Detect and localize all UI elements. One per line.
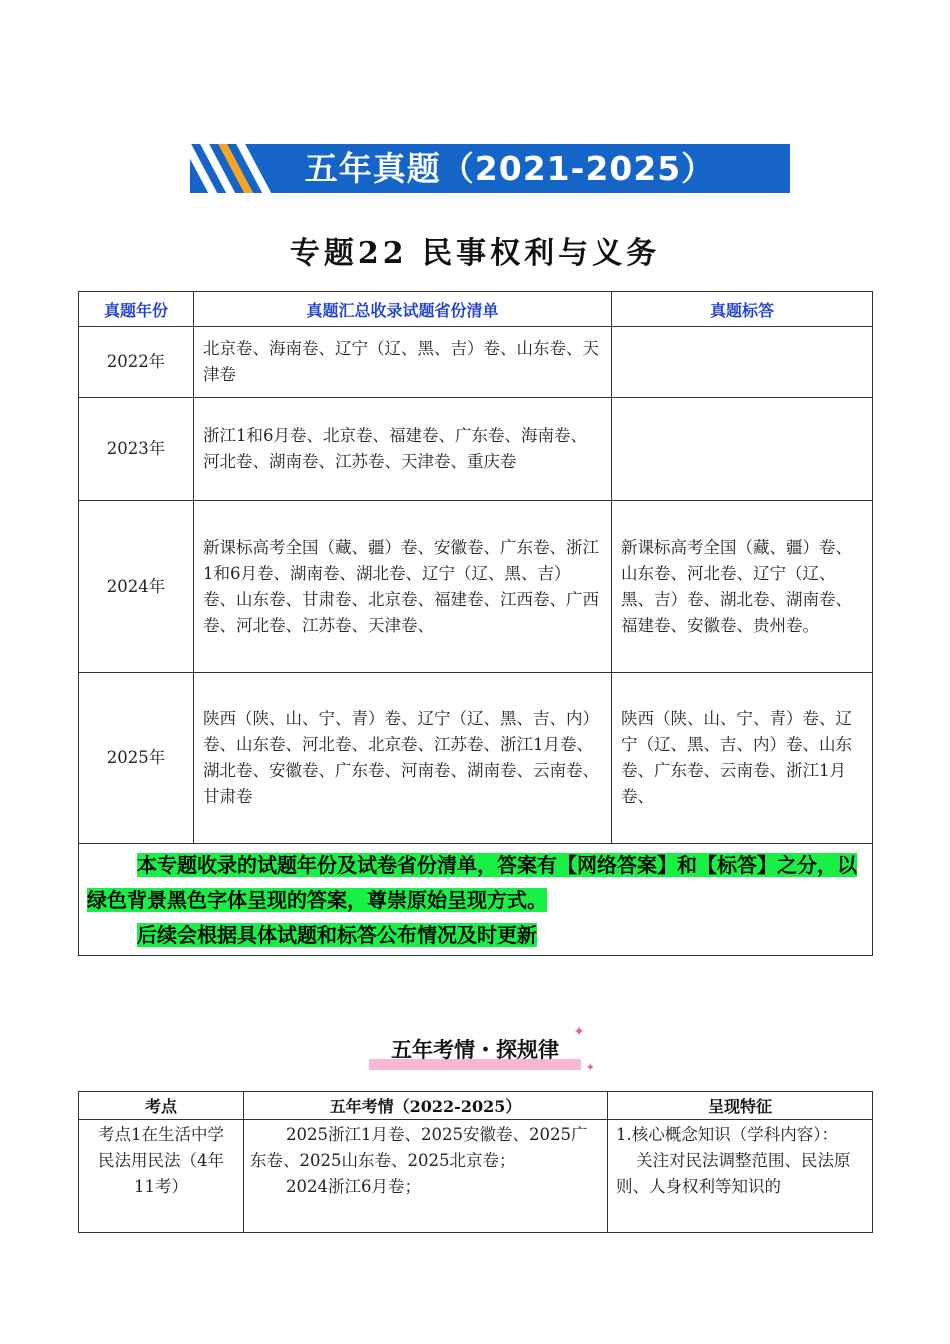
col-header-trend: 五年考情（2022-2025） [244,1092,608,1120]
table-row [79,501,873,673]
note-paragraph-1 [87,848,864,918]
note-text-1: 本专题收录的试题年份及试卷省份清单，答案有【网络答案】和【标答】之分，以绿色背景黑色字体呈现的答案，尊崇原始呈现方式。 [87,853,857,912]
cases-cell [244,1120,608,1233]
section-header [0,1024,950,1074]
col-header-point: 考点 [79,1092,244,1120]
note-row [79,844,873,956]
year-cell: 2022年 [79,327,194,398]
note-text-2: 后续会根据具体试题和标答公布情况及时更新 [137,923,537,947]
list-cell: 陕西（陕、山、宁、青）卷、辽宁（辽、黑、吉、内）卷、山东卷、河北卷、北京卷、江苏卷、浙江1月卷、湖北卷、安徽卷、广东卷、河南卷、湖南卷、云南卷、甘肃卷 [194,673,612,844]
table-header-row [79,292,873,327]
cases-text: 2024浙江6月卷； [286,1177,421,1196]
year-cell: 2025年 [79,673,194,844]
col-header-list: 真题汇总收录试题省份清单 [194,292,612,327]
answer-cell [612,398,873,501]
table-row [79,327,873,398]
list-cell: 浙江1和6月卷、北京卷、福建卷、广东卷、海南卷、河北卷、湖南卷、江苏卷、天津卷、重庆卷 [194,398,612,501]
section-title-text: 五年考情・探规律 [391,1038,559,1062]
table-row [79,673,873,844]
table-header-row [79,1092,873,1120]
feature-heading: 1.核心概念知识（学科内容）： [616,1125,838,1144]
feature-body [616,1148,866,1200]
feature-text: 关注对民法调整范围、民法原则、人身权利等知识的 [616,1151,851,1196]
exam-list-table [78,291,873,956]
answer-cell: 陕西（陕、山、宁、青）卷、辽宁（辽、黑、吉、内）卷、山东卷、广东卷、云南卷、浙江1月卷、 [612,673,873,844]
note-cell [79,844,873,956]
section-title [369,1024,595,1074]
cases-text: 2025浙江1月卷、2025安徽卷、2025广东卷、2025山东卷、2025北京卷； [250,1125,588,1170]
banner-title: 五年真题（2021-2025） [304,149,716,188]
table-row [79,1120,873,1233]
answer-cell: 新课标高考全国（藏、疆）卷、山东卷、河北卷、辽宁（辽、黑、吉）卷、湖北卷、湖南卷、福建卷、安徽卷、贵州卷。 [612,501,873,673]
year-cell: 2024年 [79,501,194,673]
answer-cell [612,327,873,398]
note-paragraph-2 [87,918,864,953]
list-cell: 新课标高考全国（藏、疆）卷、安徽卷、广东卷、浙江1和6月卷、湖南卷、湖北卷、辽宁（辽、黑、吉）卷、山东卷、甘肃卷、北京卷、福建卷、江西卷、广西卷、河北卷、江苏卷、天津卷、 [194,501,612,673]
document-title: 专题22 民事权利与义务 [289,236,661,271]
five-year-banner [190,144,790,193]
cases-line [250,1122,601,1174]
year-cell: 2023年 [79,398,194,501]
col-header-year: 真题年份 [79,292,194,327]
sparkle-icon: ✦ [573,1024,585,1040]
list-cell: 北京卷、海南卷、辽宁（辽、黑、吉）卷、山东卷、天津卷 [194,327,612,398]
cases-line [250,1174,601,1200]
point-cell: 考点1在生活中学民法用民法（4年11考） [79,1120,244,1233]
sparkle-icon: ✦ [585,1061,595,1074]
exam-trend-table [78,1091,873,1233]
feature-cell [608,1120,873,1233]
table-row [79,398,873,501]
col-header-answer: 真题标答 [612,292,873,327]
col-header-feature: 呈现特征 [608,1092,873,1120]
